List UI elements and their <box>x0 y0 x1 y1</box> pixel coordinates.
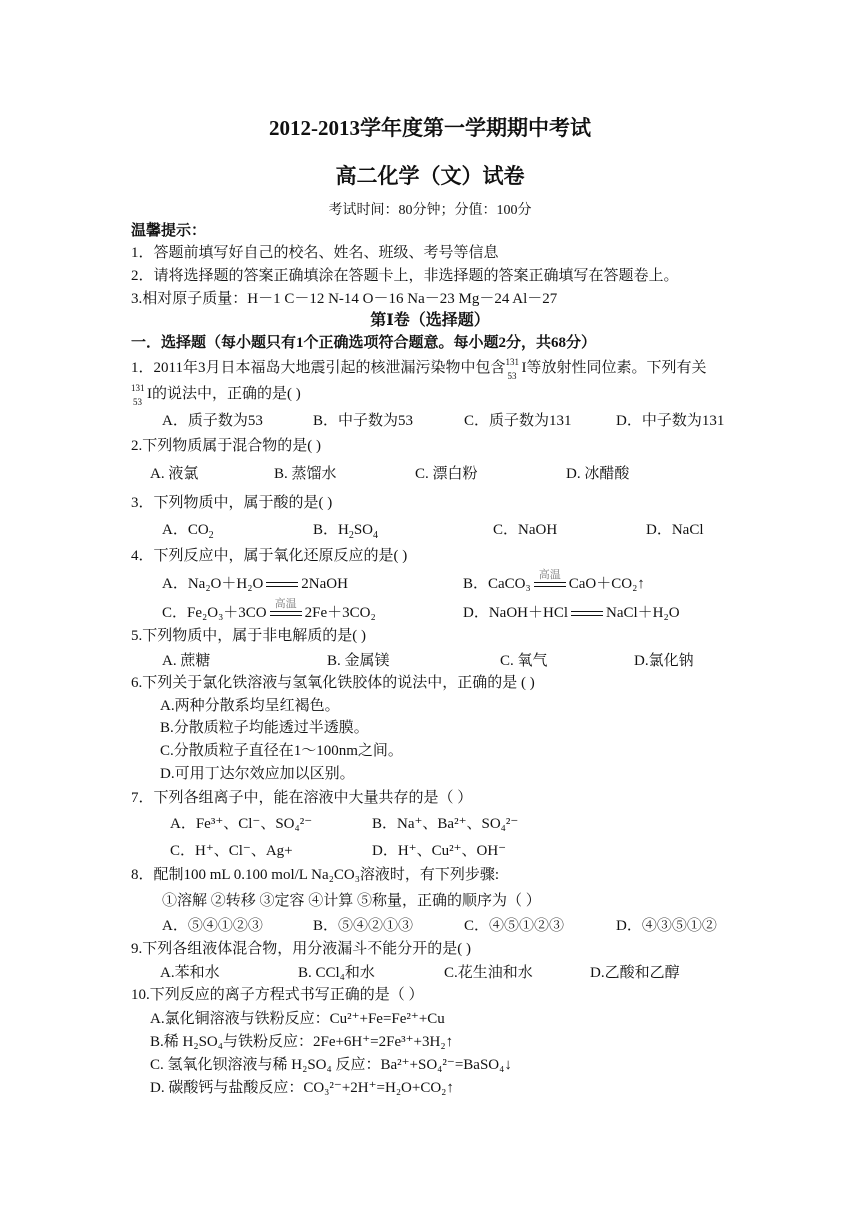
section-title: 第Ⅰ卷（选择题） <box>370 312 490 329</box>
q5-stem: 5.下列物质中，属于非电解质的是( ) <box>131 628 366 644</box>
q8-option-b[interactable]: B．⑤④②①③ <box>313 918 414 934</box>
tip-line-2: 2．请将选择题的答案正确填涂在答题卡上，非选择题的答案正确填写在答题卷上。 <box>131 268 679 284</box>
q4-option-b[interactable]: B．CaCO₃ 高温 CaO＋CO₂↑ <box>463 568 645 592</box>
equals-sign-icon <box>571 608 603 620</box>
q8-option-d[interactable]: D．④③⑤①② <box>616 918 717 934</box>
q3-option-a[interactable]: A．$CO_2$ <box>162 522 214 541</box>
tips-heading: 温馨提示： <box>131 223 207 239</box>
high-temp-equals-icon: 高温 <box>270 608 302 620</box>
q6-option-d[interactable]: D.可用丁达尔效应加以区别。 <box>160 766 355 782</box>
q10-option-a[interactable]: A.氯化铜溶液与铁粉反应：Cu²⁺+Fe=Fe²⁺+Cu <box>150 1011 445 1027</box>
q8-option-c[interactable]: C．④⑤①②③ <box>464 918 565 934</box>
q1-isotope: 131 53 <box>505 357 519 381</box>
q2-option-c[interactable]: C. 漂白粉 <box>415 466 478 482</box>
q9-stem: 9.下列各组液体混合物，用分液漏斗不能分开的是( ) <box>131 941 471 957</box>
q5-option-d[interactable]: D.氯化钠 <box>634 653 694 669</box>
q8-stem: 8．配制100 mL 0.100 mol/L Na₂CO₃溶液时，有下列步骤: <box>131 867 500 883</box>
q6-option-a[interactable]: A.两种分散系均呈红褐色。 <box>160 698 340 714</box>
q5-option-a[interactable]: A. 蔗糖 <box>162 653 211 669</box>
q8-steps: ①溶解 ②转移 ③定容 ④计算 ⑤称量，正确的顺序为（ ） <box>162 893 541 909</box>
q4-stem: 4．下列反应中，属于氧化还原反应的是( ) <box>131 548 408 564</box>
q9-option-a[interactable]: A.苯和水 <box>160 965 220 981</box>
q3-option-c[interactable]: C．NaOH <box>493 522 558 538</box>
q2-option-d[interactable]: D. 冰醋酸 <box>566 466 630 482</box>
q10-option-c[interactable]: C. 氢氧化钡溶液与稀 H₂SO₄ 反应：Ba²⁺+SO₄²⁻=BaSO₄↓ <box>150 1057 512 1073</box>
q10-option-b[interactable]: B.稀 H₂SO₄与铁粉反应：2Fe+6H⁺=2Fe³⁺+3H₂↑ <box>150 1034 454 1050</box>
q1-option-a[interactable]: A．质子数为53 <box>162 413 263 429</box>
q1-stem-a: 1．2011年3月日本福岛大地震引起的核泄漏污染物中包含 <box>131 360 506 376</box>
q3-option-b[interactable]: B．$H_2SO_4$ <box>313 522 379 541</box>
q1-stem-line1 <box>131 357 707 381</box>
q3-stem: 3．下列物质中，属于酸的是( ) <box>131 495 333 511</box>
equals-sign-icon <box>266 579 298 591</box>
q4-option-d[interactable]: D．NaOH＋HCl NaCl＋H₂O <box>463 605 680 621</box>
q10-option-d[interactable]: D. 碳酸钙与盐酸反应：CO₃²⁻+2H⁺=H₂O+CO₂↑ <box>150 1080 454 1096</box>
q7-option-c[interactable]: C．H⁺、Cl⁻、Ag+ <box>170 843 293 859</box>
q9-option-d[interactable]: D.乙酸和乙醇 <box>590 965 680 981</box>
q2-stem: 2.下列物质属于混合物的是( ) <box>131 438 321 454</box>
exam-title: 2012-2013学年度第一学期期中考试 <box>269 116 591 140</box>
paper-title: 高二化学（文）试卷 <box>335 164 525 188</box>
exam-info: 考试时间：80分钟；分值：100分 <box>328 203 532 218</box>
q5-option-b[interactable]: B. 金属镁 <box>327 653 390 669</box>
q4-option-c[interactable]: C．Fe₂O₃＋3CO 高温 2Fe＋3CO₂ <box>162 597 376 621</box>
section-instruction: 一．选择题（每小题只有1个正确选项符合题意。每小题2分，共68分） <box>131 335 597 351</box>
q9-option-b[interactable]: B. CCl₄和水 <box>298 965 375 981</box>
q4-option-a[interactable]: A．Na₂O＋H₂O 2NaOH <box>162 576 348 592</box>
q9-option-c[interactable]: C.花生油和水 <box>444 965 533 981</box>
q5-option-c[interactable]: C. 氧气 <box>500 653 548 669</box>
q1-isotope-2: 131 53 <box>131 383 145 407</box>
q7-option-d[interactable]: D．H⁺、Cu²⁺、OH⁻ <box>372 843 507 859</box>
q6-option-b[interactable]: B.分散质粒子均能透过半透膜。 <box>160 720 369 736</box>
q7-option-b[interactable]: B．Na⁺、Ba²⁺、SO₄²⁻ <box>372 816 519 832</box>
q1-stem-line2: 131 53 I的说法中，正确的是( ) <box>131 383 301 407</box>
q1-stem-b: I等放射性同位素。下列有关 <box>521 360 707 376</box>
q2-option-a[interactable]: A. 液氯 <box>150 466 199 482</box>
q8-option-a[interactable]: A．⑤④①②③ <box>162 918 263 934</box>
q3-option-d[interactable]: D．NaCl <box>646 522 704 538</box>
high-temp-equals-icon: 高温 <box>534 579 566 591</box>
q1-option-b[interactable]: B．中子数为53 <box>313 413 414 429</box>
q10-stem: 10.下列反应的离子方程式书写正确的是（ ） <box>131 987 424 1003</box>
q1-option-c[interactable]: C．质子数为131 <box>464 413 572 429</box>
q1-option-d[interactable]: D．中子数为131 <box>616 413 725 429</box>
q6-stem: 6.下列关于氯化铁溶液与氢氧化铁胶体的说法中，正确的是 ( ) <box>131 675 535 691</box>
tip-line-1: 1．答题前填写好自己的校名、姓名、班级、考号等信息 <box>131 245 499 261</box>
q2-option-b[interactable]: B. 蒸馏水 <box>274 466 337 482</box>
q7-option-a[interactable]: A．Fe³⁺、Cl⁻、SO₄²⁻ <box>170 816 313 832</box>
q7-stem: 7．下列各组离子中，能在溶液中大量共存的是（ ） <box>131 790 473 806</box>
tip-line-3: 3.相对原子质量：H－1 C－12 N-14 O－16 Na－23 Mg－24 Al－27 <box>131 291 558 307</box>
q6-option-c[interactable]: C.分散质粒子直径在1～100nm之间。 <box>160 743 403 759</box>
